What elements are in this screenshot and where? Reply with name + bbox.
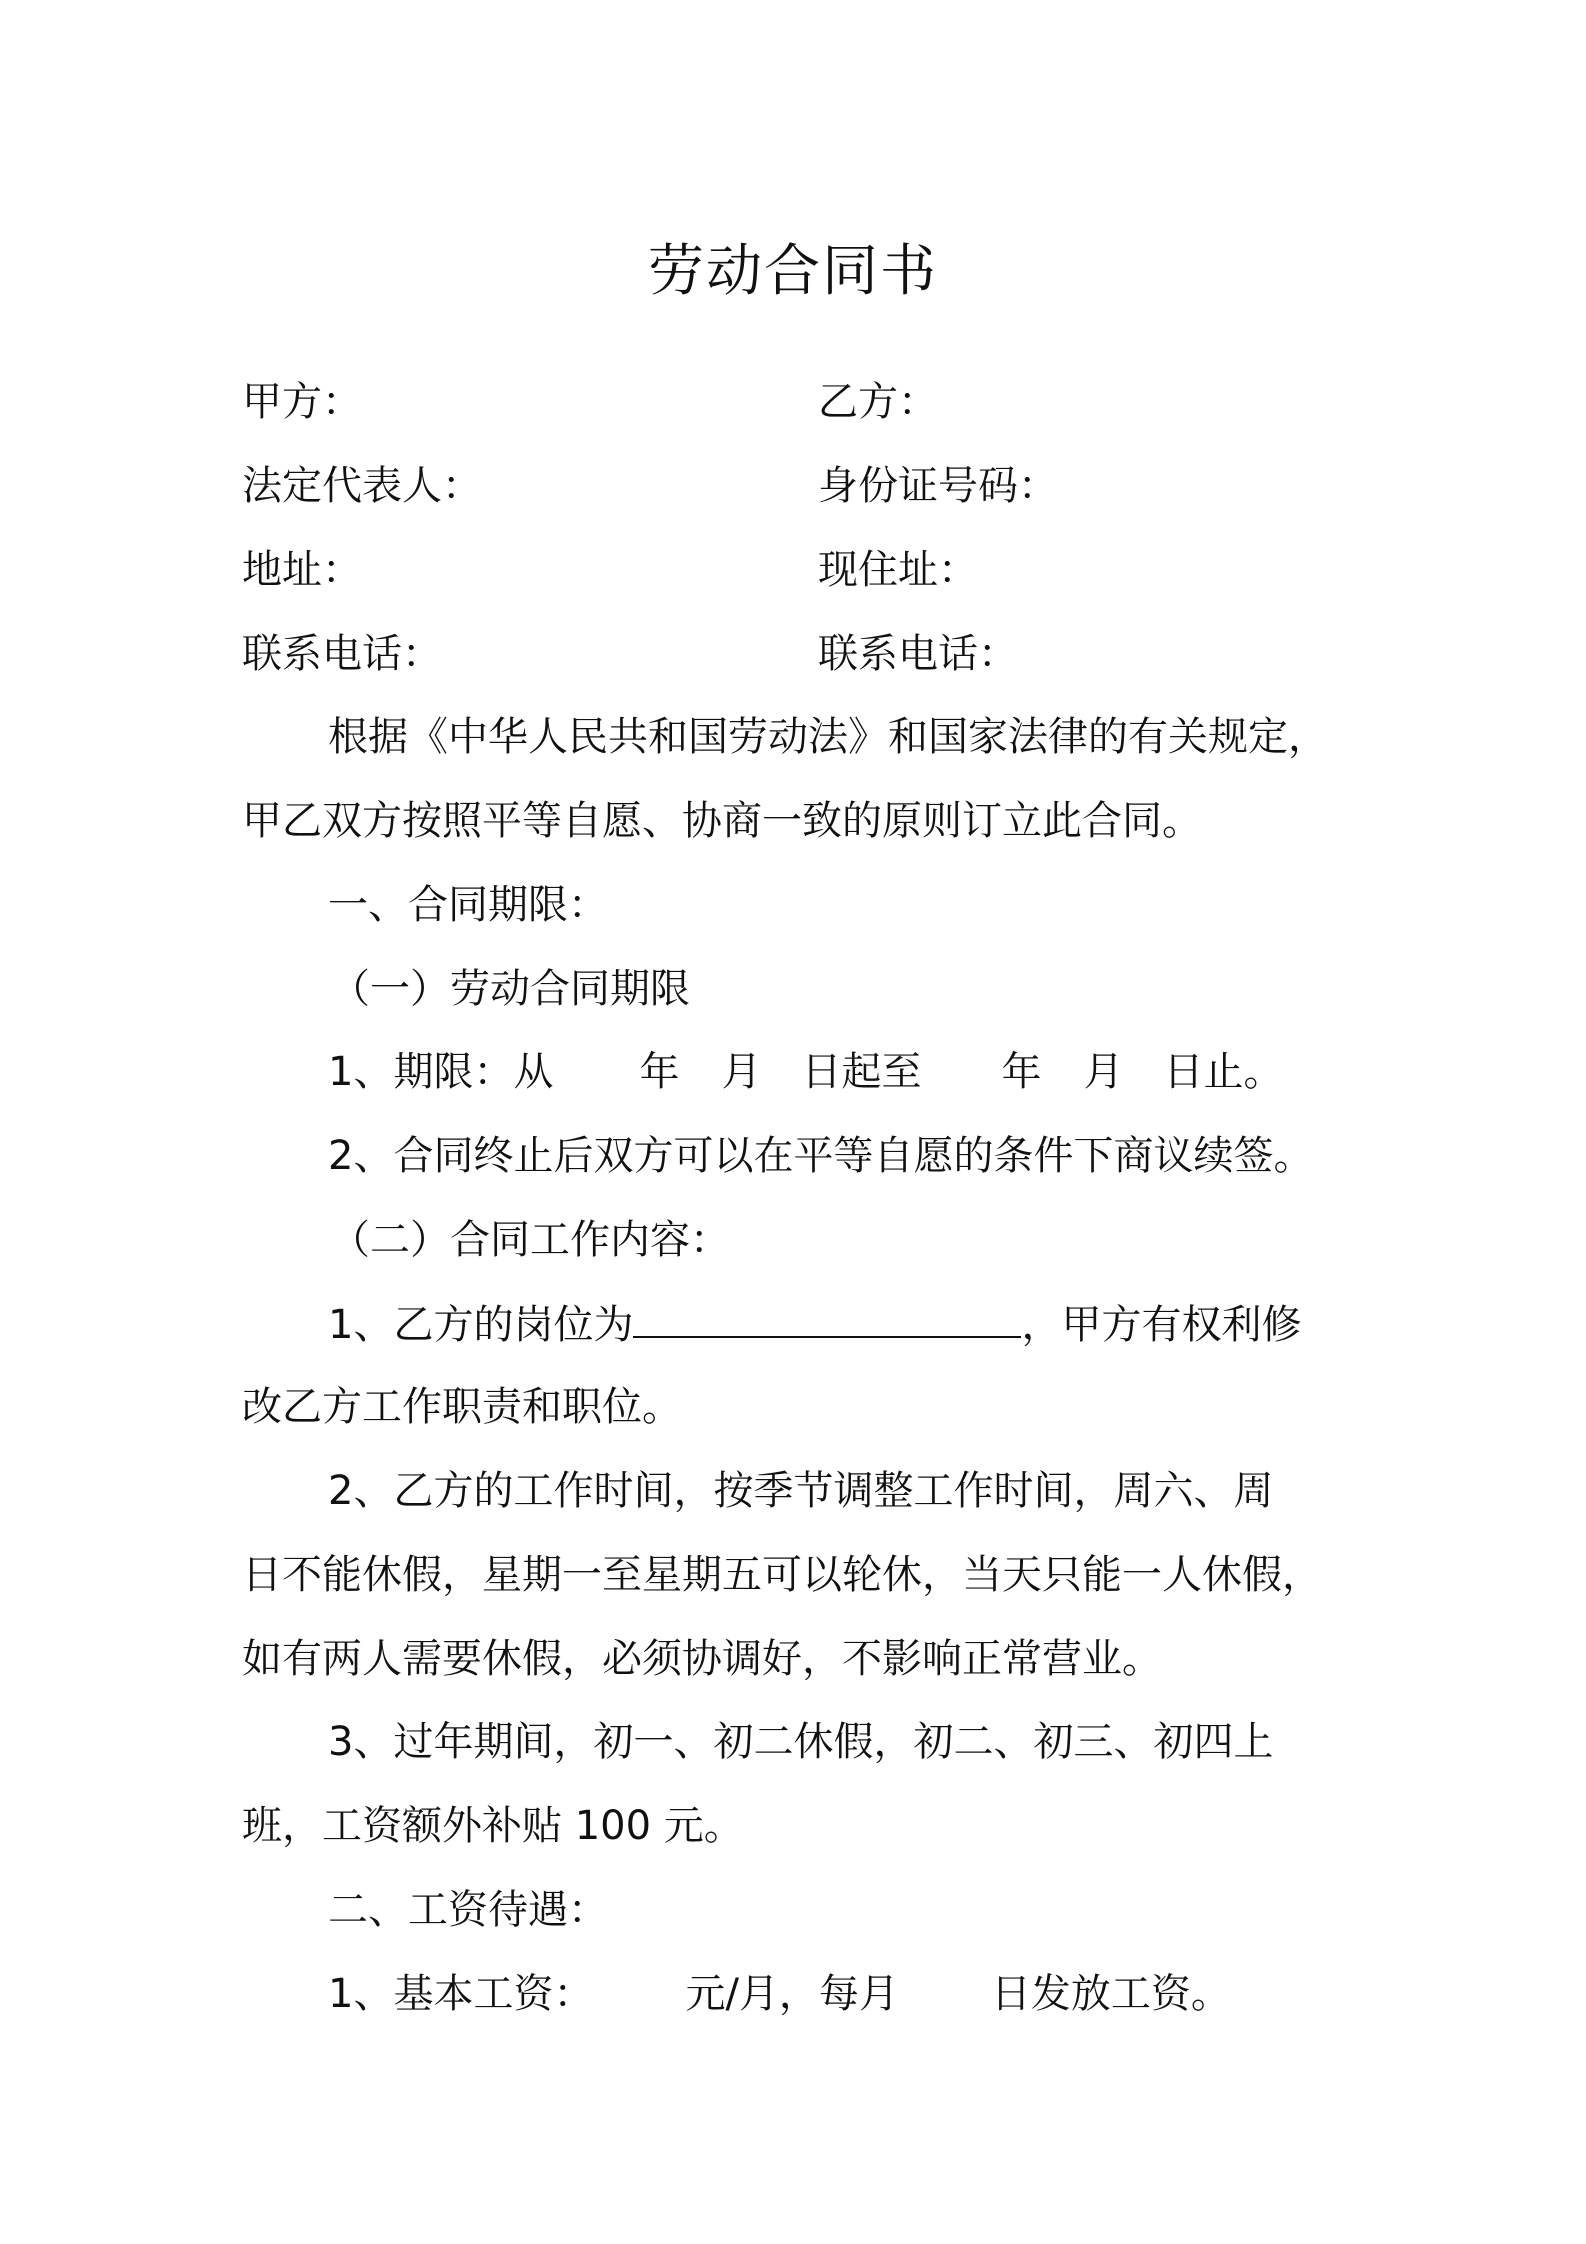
term-clause-1-prefix: 1、期限：从 xyxy=(328,1049,554,1095)
intro-paragraph-line-2: 甲乙双方按照平等自愿、协商一致的原则订立此合同。 xyxy=(242,798,1202,844)
section-1-heading: 一、合同期限： xyxy=(328,882,608,928)
subsection-1-heading: （一）劳动合同期限 xyxy=(330,966,690,1012)
term-end-month: 月 xyxy=(1083,1049,1124,1095)
term-end-day: 日止。 xyxy=(1163,1049,1284,1095)
address-label: 地址： xyxy=(242,547,362,593)
work-clause-1-line-2: 改乙方工作职责和职位。 xyxy=(242,1384,682,1430)
legal-representative-label: 法定代表人： xyxy=(242,463,482,509)
salary-unit: 元/月，每月 xyxy=(685,1971,899,2017)
work-clause-3-line-1: 3、过年期间，初一、初二休假，初二、初三、初四上 xyxy=(328,1719,1274,1765)
work-clause-1-prefix: 1、乙方的岗位为 xyxy=(328,1302,634,1348)
term-clause-1 xyxy=(328,1046,1283,1098)
term-end-year: 年 xyxy=(1001,1049,1042,1095)
party-a-phone-label: 联系电话： xyxy=(242,631,442,677)
work-clause-3-line-2: 班，工资额外补贴 100 元。 xyxy=(242,1803,744,1849)
term-start-year: 年 xyxy=(639,1049,680,1095)
term-start-day: 日起至 xyxy=(801,1049,922,1095)
party-a-label: 甲方： xyxy=(242,379,362,425)
work-clause-2-line-2: 日不能休假，星期一至星期五可以轮休，当天只能一人休假， xyxy=(242,1552,1322,1598)
salary-clause-1 xyxy=(328,1968,1231,2020)
work-clause-1-line-1 xyxy=(328,1298,1301,1351)
subsection-2-heading: （二）合同工作内容： xyxy=(330,1217,730,1263)
document-title: 劳动合同书 xyxy=(648,239,938,304)
term-clause-2: 2、合同终止后双方可以在平等自愿的条件下商议续签。 xyxy=(328,1133,1314,1179)
intro-paragraph-line-1: 根据《中华人民共和国劳动法》和国家法律的有关规定， xyxy=(328,714,1328,760)
salary-clause-1-prefix: 1、基本工资： xyxy=(328,1971,594,2017)
salary-pay-day: 日发放工资。 xyxy=(990,1971,1231,2017)
current-address-label: 现住址： xyxy=(818,547,978,593)
party-b-label: 乙方： xyxy=(818,379,938,425)
position-blank-line xyxy=(633,1298,1021,1338)
work-clause-2-line-1: 2、乙方的工作时间，按季节调整工作时间，周六、周 xyxy=(328,1468,1274,1514)
party-b-phone-label: 联系电话： xyxy=(818,631,1018,677)
work-clause-1-suffix: ，甲方有权利修 xyxy=(1021,1302,1302,1348)
work-clause-2-line-3: 如有两人需要休假，必须协调好，不影响正常营业。 xyxy=(242,1636,1162,1682)
term-start-month: 月 xyxy=(721,1049,762,1095)
section-2-heading: 二、工资待遇： xyxy=(328,1887,608,1933)
id-number-label: 身份证号码： xyxy=(818,463,1058,509)
